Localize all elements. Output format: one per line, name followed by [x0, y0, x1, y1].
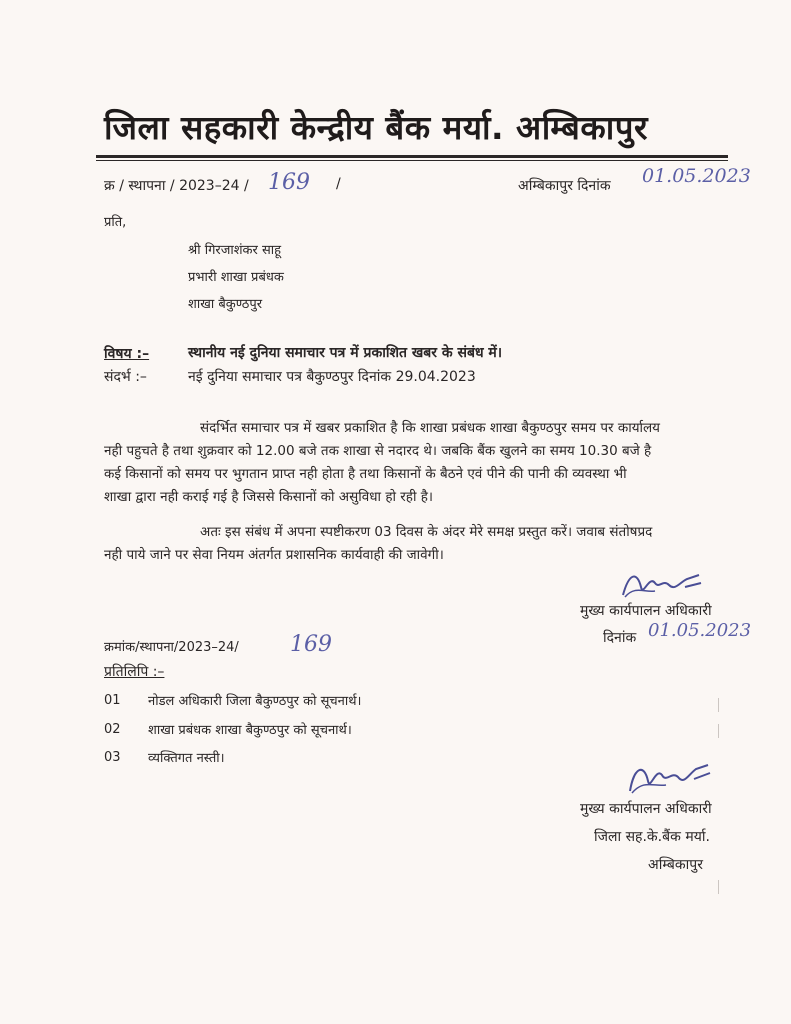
- signature-date-label: दिनांक: [603, 630, 637, 646]
- recipient-name: श्री गिरजाशंकर साहू: [188, 243, 282, 258]
- recipient-designation: प्रभारी शाखा प्रबंधक: [188, 270, 284, 285]
- signatory-designation: मुख्य कार्यपालन अधिकारी: [580, 603, 712, 619]
- copy-reference-label: क्रमांक/स्थापना/2023–24/: [104, 640, 239, 655]
- subject-label: विषय :–: [104, 346, 150, 362]
- body-line: शाखा द्वारा नही कराई गई है जिससे किसानों को असुविधा हो रही है।: [104, 489, 434, 505]
- letterhead-rule: [96, 155, 728, 158]
- reference-text: नई दुनिया समाचार पत्र बैकुण्ठपुर दिनांक 29.04.2023: [188, 369, 476, 385]
- reference-label: संदर्भ :–: [104, 369, 147, 385]
- copy-item-text: नोडल अधिकारी जिला बैकुण्ठपुर को सूचनार्थ।: [148, 694, 362, 709]
- body-line: संदर्भित समाचार पत्र में खबर प्रकाशित है कि शाखा प्रबंधक शाखा बैकुण्ठपुर समय पर कार्यालय: [200, 420, 661, 436]
- copy-heading: प्रतिलिपि :–: [104, 664, 165, 680]
- reference-number-suffix: /: [336, 176, 341, 192]
- reference-number-handwritten: 169: [268, 170, 310, 195]
- subject-text: स्थानीय नई दुनिया समाचार पत्र में प्रकाशित खबर के संबंध में।: [188, 345, 503, 361]
- signatory-place: अम्बिकापुर: [648, 857, 703, 873]
- reference-number-label: क्र / स्थापना / 2023–24 /: [104, 178, 249, 194]
- bleed-through-mark: [706, 880, 719, 894]
- to-prefix: प्रति,: [104, 215, 127, 230]
- body-line: कई किसानों को समय पर भुगतान प्राप्त नही होता है तथा किसानों के बैठने एवं पीने की पानी की व्यवस्था भी: [104, 466, 627, 482]
- body-line: नही पाये जाने पर सेवा नियम अंतर्गत प्रशासनिक कार्यवाही की जावेगी।: [104, 547, 444, 563]
- place-date-label: अम्बिकापुर दिनांक: [518, 178, 611, 194]
- copy-reference-handwritten: 169: [290, 632, 332, 657]
- signatory-designation: मुख्य कार्यपालन अधिकारी: [580, 801, 712, 817]
- copy-item-number: 02: [104, 722, 121, 737]
- copy-item-number: 01: [104, 693, 121, 708]
- bleed-through-mark: [706, 698, 719, 712]
- signatory-organization: जिला सह.के.बैंक मर्या.: [594, 829, 710, 845]
- signature-date-handwritten: 01.05.2023: [648, 620, 752, 641]
- recipient-branch: शाखा बैकुण्ठपुर: [188, 297, 263, 312]
- copy-item-text: शाखा प्रबंधक शाखा बैकुण्ठपुर को सूचनार्थ।: [148, 723, 352, 738]
- signature-scribble-icon: [615, 565, 705, 605]
- signature-scribble-icon: [622, 755, 712, 800]
- body-line: नही पहुचते है तथा शुक्रवार को 12.00 बजे तक शाखा से नदारद थे। जबकि बैंक खुलने का समय 10.30 बजे है: [104, 443, 652, 459]
- copy-item-text: व्यक्तिगत नस्ती।: [148, 751, 225, 766]
- letter-date-handwritten: 01.05.2023: [642, 165, 751, 187]
- bleed-through-mark: [706, 724, 719, 738]
- copy-item-number: 03: [104, 750, 121, 765]
- body-line: अतः इस संबंध में अपना स्पष्टीकरण 03 दिवस के अंदर मेरे समक्ष प्रस्तुत करें। जवाब संतोषप्रद: [200, 524, 653, 540]
- letterhead-title: जिला सहकारी केन्द्रीय बैंक मर्या. अम्बिकापुर: [104, 108, 649, 147]
- letterhead-rule-thin: [96, 160, 728, 161]
